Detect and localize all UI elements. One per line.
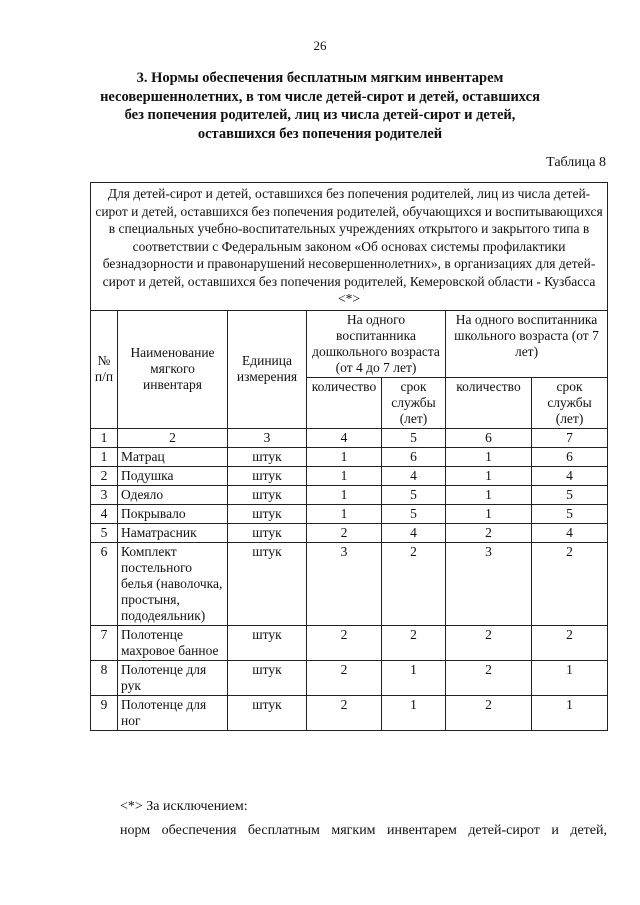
header-pre-qty: количество [307,377,382,428]
header-school: На одного воспитанника школьного возраста (от 7 лет) [446,310,608,377]
row-unit: штук [228,542,307,625]
row-num: 9 [91,695,118,730]
table-row [91,625,608,660]
row-name: Полотенце для рук [118,660,228,695]
row-sch-term: 2 [532,542,608,625]
row-sch-qty: 1 [446,485,532,504]
header-preschool: На одного воспитанника дошкольного возраста (от 4 до 7 лет) [307,310,446,377]
row-sch-qty: 1 [446,447,532,466]
row-unit: штук [228,625,307,660]
row-sch-qty: 2 [446,625,532,660]
continuation-text: норм обеспечения бесплатным мягким инвентарем детей-сирот и детей, [120,823,607,838]
row-sch-qty: 2 [446,660,532,695]
table-row [91,504,608,523]
row-name: Подушка [118,466,228,485]
row-sch-term: 4 [532,466,608,485]
table-row [91,485,608,504]
row-sch-qty: 3 [446,542,532,625]
row-pre-qty: 1 [307,466,382,485]
row-sch-term: 1 [532,660,608,695]
table-row [91,447,608,466]
row-name: Комплект постельного белья (наволочка, простыня, пододеяльник) [118,542,228,625]
row-num: 3 [91,485,118,504]
row-pre-qty: 1 [307,485,382,504]
table-label: Таблица 8 [546,155,606,170]
row-pre-qty: 2 [307,523,382,542]
table-caption-row [91,183,608,311]
header-num: № п/п [91,310,118,428]
column-number: 4 [307,428,382,447]
header-name: Наименование мягкого инвентаря [118,310,228,428]
row-num: 5 [91,523,118,542]
row-num: 2 [91,466,118,485]
row-pre-qty: 2 [307,660,382,695]
row-pre-term: 4 [382,466,446,485]
row-unit: штук [228,447,307,466]
row-unit: штук [228,504,307,523]
row-sch-qty: 2 [446,695,532,730]
row-sch-qty: 2 [446,523,532,542]
row-sch-qty: 1 [446,466,532,485]
footnote: <*> За исключением: [120,799,248,814]
row-name: Покрывало [118,504,228,523]
row-pre-term: 5 [382,485,446,504]
column-number-row [91,428,608,447]
header-unit: Единица измерения [228,310,307,428]
row-num: 4 [91,504,118,523]
column-number: 7 [532,428,608,447]
row-sch-term: 6 [532,447,608,466]
row-unit: штук [228,466,307,485]
table-caption: Для детей-сирот и детей, оставшихся без попечения родителей, лиц из числа детей-сирот и детей, оставшихся без попечения родителей, обучающихся и воспитывающихся в специальных учебно-воспитательных учреждениях открытого и закрытого типа в соответствии с Федеральным законом «Об основах системы профилактики безнадзорности и правонарушений несовершеннолетних», в организациях для детей-сирот и детей, оставшихся без попечения родителей, Кемеровской области - Кузбасса <*> [91,183,608,311]
column-number: 5 [382,428,446,447]
norms-table [90,182,608,731]
row-pre-term: 1 [382,660,446,695]
column-number: 1 [91,428,118,447]
row-name: Наматрасник [118,523,228,542]
row-sch-term: 1 [532,695,608,730]
row-pre-qty: 2 [307,695,382,730]
row-unit: штук [228,523,307,542]
row-pre-qty: 2 [307,625,382,660]
row-unit: штук [228,660,307,695]
row-pre-term: 1 [382,695,446,730]
column-number: 3 [228,428,307,447]
row-num: 7 [91,625,118,660]
row-sch-term: 5 [532,485,608,504]
header-sch-term: срок службы (лет) [532,377,608,428]
header-pre-term: срок службы (лет) [382,377,446,428]
row-sch-qty: 1 [446,504,532,523]
table-header-row [91,310,608,377]
row-name: Матрац [118,447,228,466]
row-pre-qty: 1 [307,504,382,523]
table-body [91,447,608,730]
row-pre-term: 4 [382,523,446,542]
row-name: Полотенце для ног [118,695,228,730]
row-name: Полотенце махровое банное [118,625,228,660]
row-pre-term: 6 [382,447,446,466]
row-name: Одеяло [118,485,228,504]
table-row [91,695,608,730]
row-pre-qty: 3 [307,542,382,625]
section-heading: 3. Нормы обеспечения бесплатным мягким инвентарем несовершеннолетних, в том числе детей-сирот и детей, оставшихся без попечения родителей, лиц из числа детей-сирот и детей, оставшихся без попечения родителей [100,70,540,142]
row-num: 1 [91,447,118,466]
column-number: 6 [446,428,532,447]
row-pre-qty: 1 [307,447,382,466]
column-number: 2 [118,428,228,447]
row-num: 6 [91,542,118,625]
table-row [91,523,608,542]
row-sch-term: 5 [532,504,608,523]
row-pre-term: 5 [382,504,446,523]
row-num: 8 [91,660,118,695]
row-sch-term: 2 [532,625,608,660]
row-unit: штук [228,485,307,504]
row-pre-term: 2 [382,625,446,660]
table-row [91,660,608,695]
row-unit: штук [228,695,307,730]
table-row [91,466,608,485]
row-pre-term: 2 [382,542,446,625]
header-sch-qty: количество [446,377,532,428]
table-row [91,542,608,625]
page-number: 26 [313,38,327,53]
row-sch-term: 4 [532,523,608,542]
